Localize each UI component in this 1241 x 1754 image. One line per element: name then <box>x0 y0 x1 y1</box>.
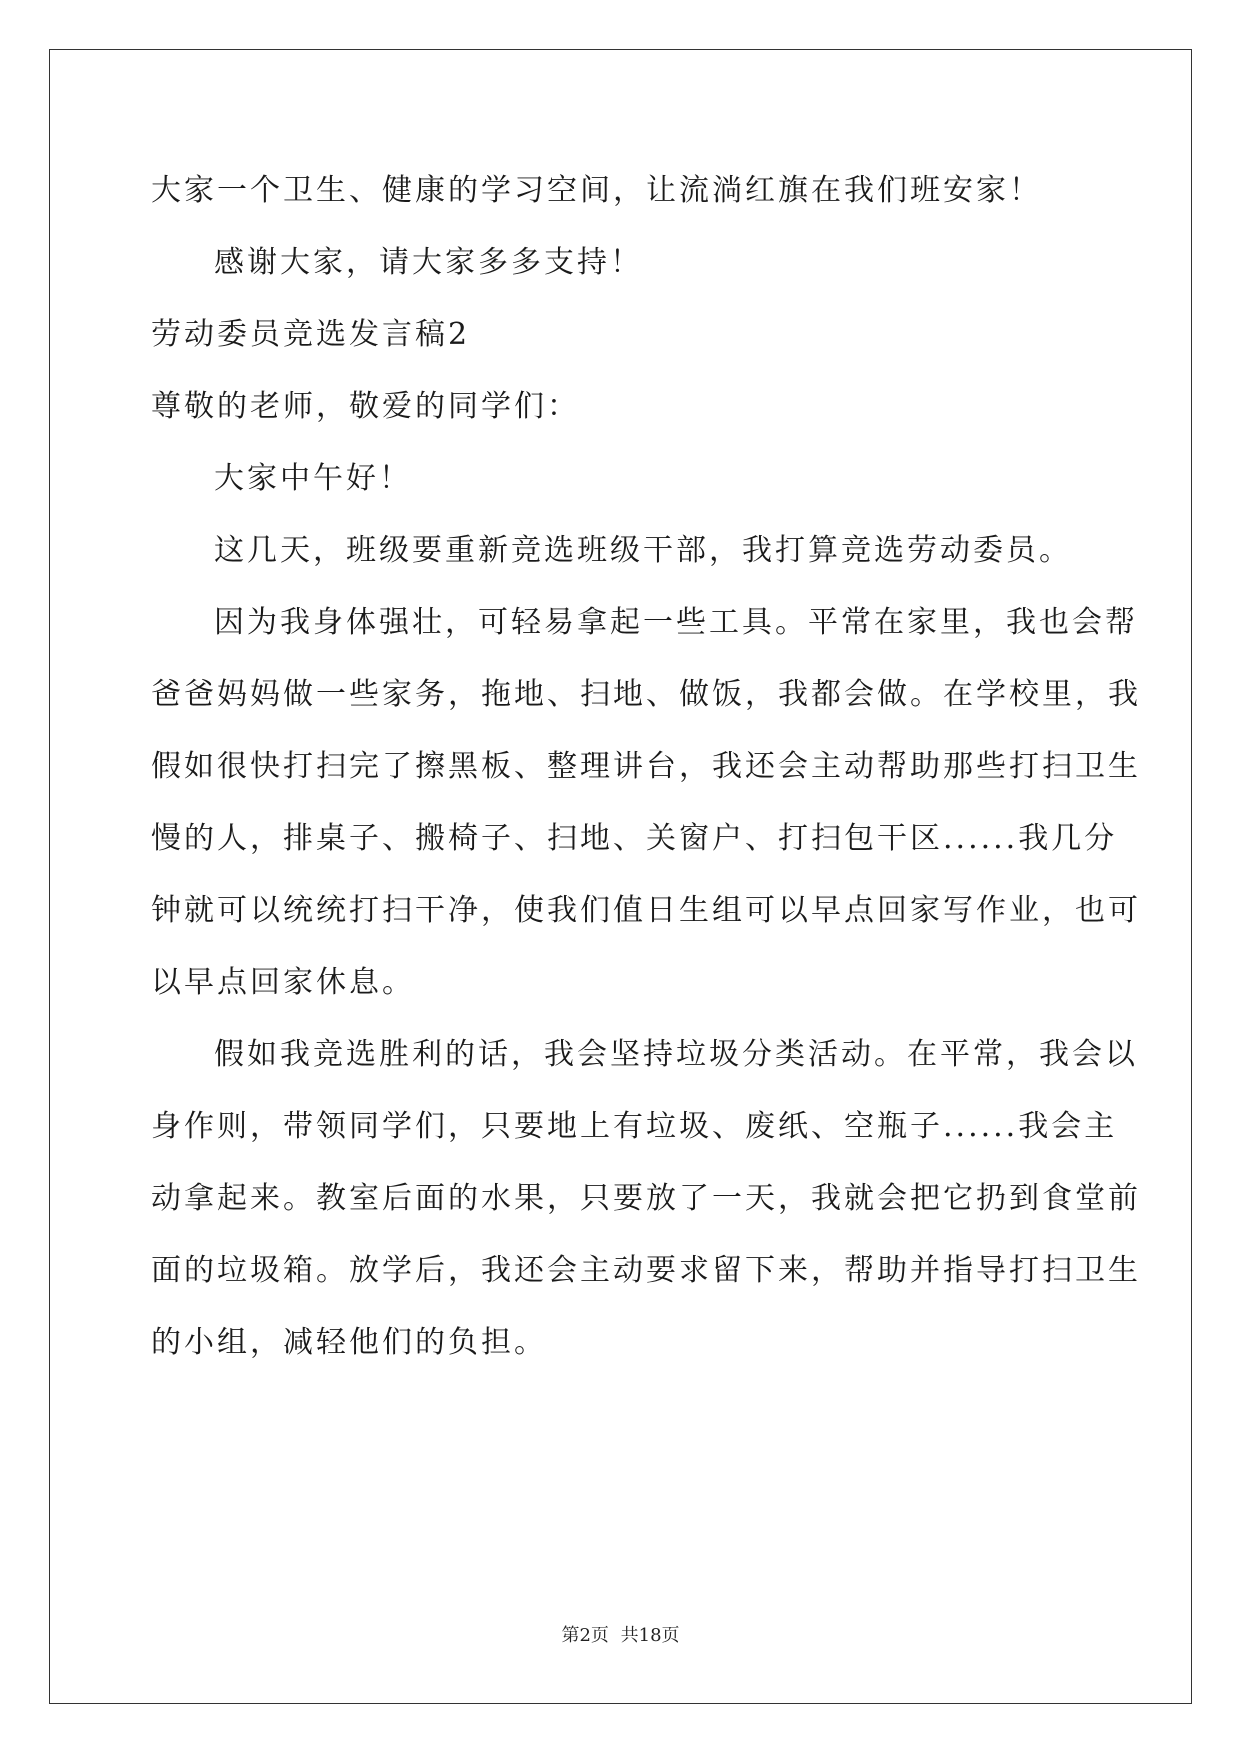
text-line: 这几天，班级要重新竞选班级干部，我打算竞选劳动委员。 <box>214 533 1072 568</box>
text-line: 因为我身体强壮，可轻易拿起一些工具。平常在家里，我也会帮 <box>214 605 1138 640</box>
text-line: 大家中午好！ <box>214 461 412 496</box>
section-heading: 劳动委员竞选发言稿2 <box>151 317 471 352</box>
text-line: 的小组，减轻他们的负担。 <box>151 1325 547 1360</box>
text-line: 爸爸妈妈做一些家务，拖地、扫地、做饭，我都会做。在学校里，我 <box>151 677 1141 712</box>
text-line: 大家一个卫生、健康的学习空间，让流淌红旗在我们班安家！ <box>151 173 1042 208</box>
text-line: 感谢大家，请大家多多支持！ <box>214 245 643 280</box>
text-line: 假如很快打扫完了擦黑板、整理讲台，我还会主动帮助那些打扫卫生 <box>151 749 1141 784</box>
text-line: 假如我竞选胜利的话，我会坚持垃圾分类活动。在平常，我会以 <box>214 1037 1138 1072</box>
page-total: 共18页 <box>620 1625 680 1646</box>
document-body <box>151 155 1141 1379</box>
text-line: 钟就可以统统打扫干净，使我们值日生组可以早点回家写作业，也可 <box>151 893 1141 928</box>
text-line: 以早点回家休息。 <box>151 965 415 1000</box>
page-footer <box>0 1621 1241 1647</box>
text-line: 身作则，带领同学们，只要地上有垃圾、废纸、空瓶子......我会主 <box>151 1109 1118 1144</box>
text-line: 慢的人，排桌子、搬椅子、扫地、关窗户、打扫包干区......我几分 <box>151 821 1118 856</box>
text-line: 面的垃圾箱。放学后，我还会主动要求留下来，帮助并指导打扫卫生 <box>151 1253 1141 1288</box>
text-line: 动拿起来。教室后面的水果，只要放了一天，我就会把它扔到食堂前 <box>151 1181 1141 1216</box>
page-number: 第2页 <box>561 1625 609 1646</box>
salutation: 尊敬的老师，敬爱的同学们： <box>151 389 580 424</box>
